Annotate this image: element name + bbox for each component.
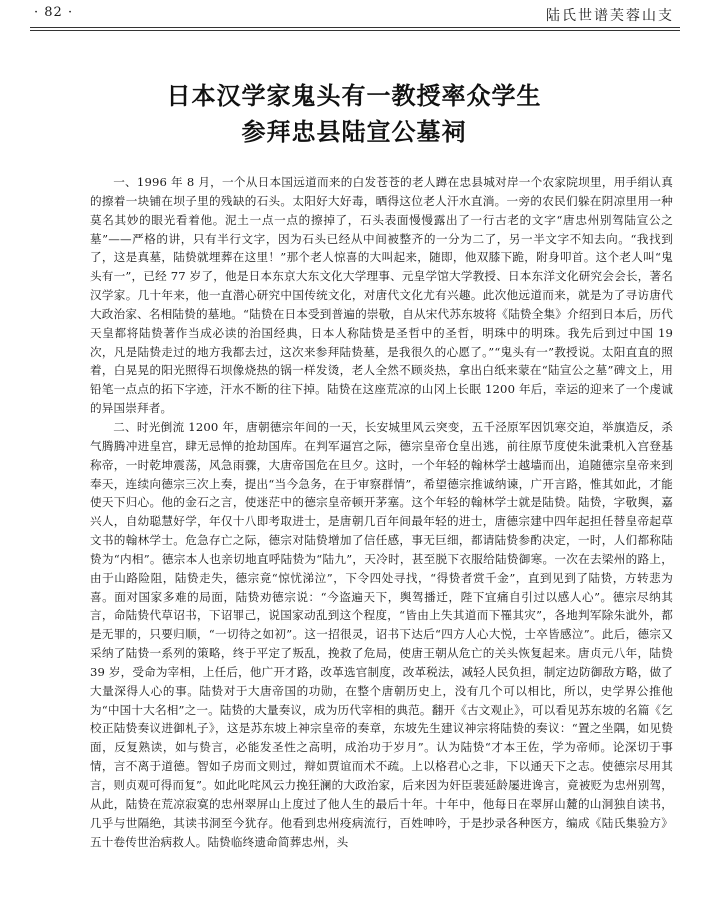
running-head: 陆氏世谱芙蓉山支: [546, 8, 674, 24]
body-paragraph-1: 一、1996 年 8 月，一个从日本国远道而来的白发苍苍的老人蹲在忠县城对岸一个农家院坝里，用手绢认真的擦着一块铺在坝子里的残缺的石头。太阳好大好毒，晒得这位老人汗水直淌。一旁的农民们躲在阴凉里用一种莫名其妙的眼光看着他。泥土一点一点的擦掉了，石头表面慢慢露出了一行古老的文字“唐忠州别驾陆宣公之墓”——严格的讲，只有半行文字，因为石头已经从中间被整齐的一分为二了，另一半文字不知去向。“我找到了，这是真墓，陆贽就埋葬在这里！”那个老人惊喜的大叫起来，随即，他双膝下跪，附身叩首。这个老人叫“鬼头有一”，已经 77 岁了，他是日本东京大东文化大学理事、元皇学馆大学教授、日本东洋文化研究会会长，著名汉学家。几十年来，他一直潜心研究中国传统文化，对唐代文化尤有兴趣。此次他远道而来，就是为了寻访唐代大政治家、名相陆贽的墓地。“陆贽在日本受到普遍的崇敬，自从宋代苏东坡将《陆贽全集》介绍到日本后，历代天皇都将陆贽著作当成必读的治国经典，日本人称陆贽是圣哲中的圣哲，明珠中的明珠。我先后到过中国 19 次，凡是陆贽走过的地方我都去过，这次来参拜陆贽墓，是我很久的心愿了。”“鬼头有一”教授说。太阳直直的照着，白晃晃的阳光照得石坝像烧热的锅一样发烫，老人全然不顾炎热，拿出白纸来蒙在“陆宣公之墓”碑文上，用铅笔一点点的拓下字迹，汗水不断的往下掉。陆贽在这座荒凉的山冈上长眠 1200 年后，幸运的迎来了一个虔诚的异国崇拜者。: [90, 175, 673, 416]
page-header: [0, 0, 708, 30]
body-paragraph-2: 二、时光倒流 1200 年，唐朝德宗年间的一天，长安城里风云突变，五千泾原军因饥寒交迫，举旗造反，杀气腾腾冲进皇宫，肆无忌惮的抢劫国库。在判军逼宫之际，德宗皇帝仓皇出逃，前往原节度使朱泚秉机入宫登基称帝，一时乾坤震荡，风急雨骤，大唐帝国危在旦夕。这时，一个年轻的翰林学士越墙而出，追随德宗皇帝来到奉天，连续向德宗三次上奏，提出“当今急务，在于审察群情”，希望德宗推诚纳谏，广开言路，惟其如此，才能使天下归心。他的金石之言，使迷茫中的德宗皇帝顿开茅塞。这个年轻的翰林学士就是陆贽。陆贽，字敬舆，嘉兴人，自幼聪慧好学，年仅十八即考取进士，是唐朝几百年间最年轻的进士，唐德宗建中四年起担任替皇帝起草文书的翰林学士。危急存亡之际，德宗对陆贽增加了信任感，事无巨细，都请陆贽参酌决定，一时，人们都称陆贽为“内相”。德宗本人也亲切地直呼陆贽为“陆九”，天冷时，甚至脱下衣服给陆贽御寒。一次在去梁州的路上，由于山路险阻，陆贽走失，德宗竟“惊忧涕泣”，下令四处寻找，“得贽者赏千金”，直到见到了陆贽，方转悲为喜。面对国家多难的局面，陆贽劝德宗说：“今盗遍天下，舆驾播迁，陛下宜痛自引过以感人心”。德宗尽纳其言，命陆贽代草诏书，下诏罪己，说国家动乱到这个程度，“皆由上失其道而下罹其灾”，各地判军除朱泚外，都是无罪的，只要归顺，“一切待之如初”。这一招很灵，诏书下达后“四方人心大悦，士卒皆感泣”。此后，德宗又采纳了陆贽一系列的策略，终于平定了叛乱，挽救了危局，使唐王朝从危亡的关头恢复起来。唐贞元八年，陆贽 39 岁，受命为宰相，上任后，他广开才路，改革选官制度，改革税法，减轻人民负担，制定边防御敌方略，做了大量深得人心的事。陆贽对于大唐帝国的功勋，在整个唐朝历史上，没有几个可以相比，所以，史学界公推他为“中国十大名相”之一。陆贽的大量奏议，成为历代宰相的典范。翻开《古文观止》，可以看见苏东坡的名篇《乞校正陆贽奏议进御札子》，这是苏东坡上神宗皇帝的奏章，东坡先生建议神宗将陆贽的奏议：“置之坐隅，如见贽面，反复熟读，如与贽言，必能发圣性之高明，成治功于岁月”。认为陆贽“才本王佐，学为帝师。论深切于事情，言不离于道德。智如子房而文则过，辩如贾谊而术不疏。上以格君心之非，下以通天下之志。使德宗尽用其言，则贞观可得而复”。如此叱咤风云力挽狂澜的大政治家，后来因为奸臣裴延龄屡进谗言，竟被贬为忠州别驾，从此，陆贽在荒凉寂寞的忠州翠屏山上度过了他人生的最后十年。十年中，他每日在翠屏山麓的山洞独自读书，几乎与世隔绝，其读书洞至今犹存。他看到忠州疫病流行，百姓呻吟，于是抄录各种医方，编成《陆氏集验方》五十卷传世治病救人。陆贽临终遗命简葬忠州，头: [90, 419, 673, 849]
article-body: [90, 173, 673, 851]
header-rule-thick: [30, 27, 680, 28]
header-rule-thin: [30, 30, 680, 31]
article-title-line-2: 参拜忠县陆宣公墓祠: [241, 118, 467, 146]
article-title-line-1: 日本汉学家鬼头有一教授率众学生: [166, 82, 542, 110]
page-number: · 82 ·: [34, 5, 74, 20]
